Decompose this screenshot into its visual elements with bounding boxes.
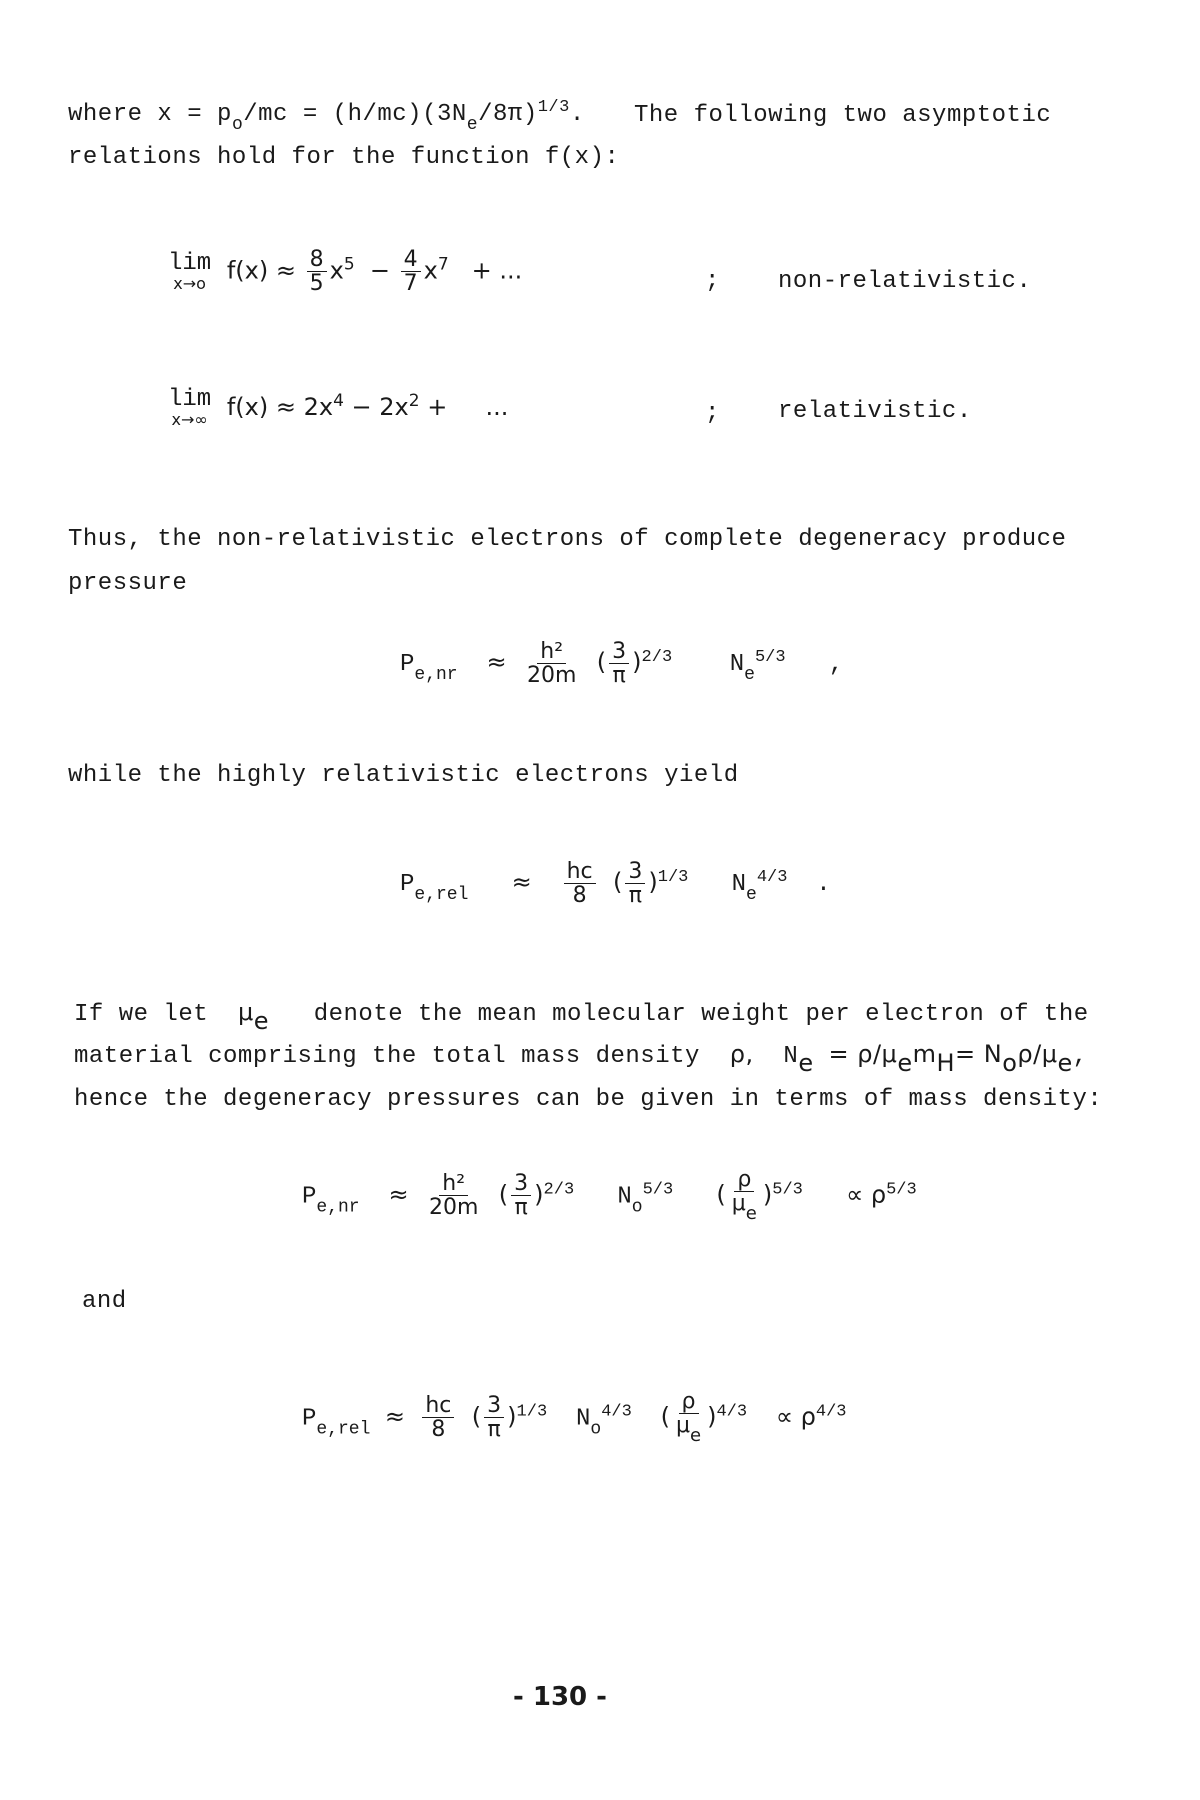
fraction xyxy=(484,1394,504,1441)
subscript: e,nr xyxy=(316,1197,360,1218)
subscript: H xyxy=(936,1049,956,1077)
superscript: 5/3 xyxy=(772,1180,803,1200)
pressure-symbol: P xyxy=(400,650,415,678)
superscript: 4/3 xyxy=(601,1402,632,1422)
equation-pressure-relativistic-density: $P_{e,rel}$ ≈ $\frac{hc}{8}$ ( $\frac{3}{\pi}$ )$^{1/3}$ $N_o^{4/3}$ ( $\frac{\rho}{\mu_e}$ )$^{4/3} \propto \rho^{4/3}$ xyxy=(302,1389,847,1447)
superscript: 2/3 xyxy=(543,1180,575,1200)
superscript: 1/3 xyxy=(516,1402,548,1422)
fraction-numerator: 3 xyxy=(625,860,645,884)
fraction-denominator: 20m xyxy=(428,1195,479,1221)
number-density-symbol: N xyxy=(731,870,746,898)
lim-subscript: x→o xyxy=(173,273,206,293)
number-density-symbol: N xyxy=(617,1183,632,1211)
fraction-numerator: ρ xyxy=(734,1168,754,1192)
equation-pressure-nonrelativistic: $P_{e,nr}$ ≈ $\frac{\text{h²}}{20m}$ ( $\frac{3}{\pi}$ )$^{2/3}$ $N_e^{5/3}$ , xyxy=(400,639,844,689)
fraction-denominator: 7 xyxy=(403,271,418,297)
subscript: e xyxy=(466,115,479,135)
superscript: 1/3 xyxy=(537,98,570,117)
lim-word: lim xyxy=(168,386,212,413)
subscript: e,rel xyxy=(414,884,469,905)
superscript: 1/3 xyxy=(657,867,689,887)
fraction xyxy=(729,1168,760,1224)
text-fragment: denote the mean molecular weight per electron of the xyxy=(313,1001,1089,1028)
mass-symbol: m xyxy=(912,1040,937,1068)
text-line: while the highly relativistic electrons yield xyxy=(68,762,739,789)
subscript: e xyxy=(689,1425,702,1447)
text-fragment: If we let xyxy=(74,1001,209,1028)
fraction-denominator: 8 xyxy=(572,883,587,909)
fraction-numerator: 3 xyxy=(511,1172,531,1196)
term: x xyxy=(423,256,438,285)
equation-pressure-relativistic: $P_{e,rel}$ ≈ $\frac{hc}{8}$ ( $\frac{3}{\pi}$ )$^{1/3}$ $N_e^{4/3}$ . xyxy=(400,859,831,909)
number-density-symbol: N xyxy=(729,650,745,678)
superscript: 5/3 xyxy=(886,1180,917,1200)
fraction xyxy=(307,248,327,295)
proportional-term: ∝ ρ xyxy=(775,1402,816,1431)
fraction-denominator: π xyxy=(514,1195,528,1221)
text-line: Thus, the non-relativistic electrons of complete degeneracy produce xyxy=(68,526,1067,553)
fraction xyxy=(625,860,645,907)
subscript: e xyxy=(897,1049,913,1077)
text-fragment: material comprising the total mass density xyxy=(74,1043,700,1070)
superscript: 4/3 xyxy=(756,867,788,887)
text-line: and xyxy=(82,1288,127,1315)
fraction-denominator: 5 xyxy=(309,271,324,297)
subscript: e xyxy=(745,1203,757,1225)
equation-fragment: ρ/μ xyxy=(1017,1040,1058,1068)
fraction xyxy=(524,640,579,687)
text-line: relations hold for the function f(x): xyxy=(68,144,620,171)
term: x xyxy=(329,256,344,285)
equation-relativistic-limit xyxy=(168,388,508,428)
limit-operator xyxy=(168,249,212,293)
lim-subscript: x→∞ xyxy=(171,410,208,429)
equation-tail: + ... xyxy=(471,256,523,285)
superscript: 7 xyxy=(437,254,449,275)
superscript: 4/3 xyxy=(815,1402,847,1422)
text-fragment: /mc = (h/mc)(3N xyxy=(243,101,467,128)
fraction-denominator: π xyxy=(487,1417,501,1443)
semicolon: ; xyxy=(705,268,720,295)
fraction-numerator: ρ xyxy=(679,1390,699,1414)
limit-operator xyxy=(168,388,211,428)
fraction-numerator: 4 xyxy=(401,248,421,272)
text-fragment: . xyxy=(569,101,585,128)
fraction-numerator: 3 xyxy=(609,640,629,664)
subscript: e,nr xyxy=(414,664,458,685)
equation-label: relativistic. xyxy=(778,398,972,425)
number-density-symbol: N xyxy=(575,1405,591,1433)
pressure-symbol: P xyxy=(400,870,415,898)
pressure-symbol: P xyxy=(302,1405,317,1433)
mu-symbol: μ xyxy=(237,998,254,1026)
text-line: pressure xyxy=(68,570,188,597)
proportional-term: ∝ ρ xyxy=(846,1180,887,1209)
fraction xyxy=(564,860,596,907)
approx-sign: ≈ xyxy=(511,867,532,896)
text-line xyxy=(74,998,1089,1035)
subscript: o xyxy=(631,1197,643,1218)
equation-label: non-relativistic. xyxy=(778,268,1032,295)
mu-symbol: μ xyxy=(731,1191,746,1217)
fraction-denominator: π xyxy=(628,883,643,909)
mu-symbol: μ xyxy=(675,1413,690,1439)
subscript: e xyxy=(798,1049,814,1077)
equation-term: − 2x xyxy=(343,393,409,421)
fraction-denominator: 8 xyxy=(431,1417,446,1443)
punctuation: , xyxy=(828,650,844,678)
operator: + xyxy=(419,393,448,421)
text-fragment: /8π) xyxy=(478,101,538,128)
equation-fragment: = ρ/μ xyxy=(828,1040,898,1068)
text-fragment: where x = p xyxy=(68,101,232,128)
rho-symbol: ρ, xyxy=(729,1040,754,1068)
subscript: e,rel xyxy=(316,1419,371,1440)
page-number: - 130 - xyxy=(513,1682,607,1712)
subscript: e xyxy=(744,664,755,685)
fraction-numerator: hc xyxy=(422,1394,454,1418)
superscript: 4 xyxy=(333,391,344,411)
subscript: e xyxy=(253,1007,269,1035)
punctuation: , xyxy=(1072,1043,1088,1070)
superscript: 5 xyxy=(343,254,355,275)
fraction-denominator: π xyxy=(612,663,626,689)
fraction xyxy=(422,1394,454,1441)
fraction xyxy=(609,640,629,687)
lim-word: lim xyxy=(168,249,212,277)
fraction-numerator: h² xyxy=(439,1172,468,1196)
pressure-symbol: P xyxy=(302,1183,317,1211)
operator: − xyxy=(369,256,391,285)
subscript: o xyxy=(1002,1049,1018,1077)
text-line xyxy=(74,1040,1088,1077)
superscript: 2/3 xyxy=(641,647,673,667)
subscript: e xyxy=(746,884,757,905)
text-line: hence the degeneracy pressures can be given in terms of mass density: xyxy=(74,1086,1103,1113)
fraction-denominator xyxy=(729,1192,760,1224)
number-density-symbol: N xyxy=(783,1043,799,1070)
subscript: e xyxy=(1057,1049,1073,1077)
fraction-numerator: h² xyxy=(537,640,566,664)
fraction xyxy=(511,1172,531,1219)
text-line xyxy=(68,98,585,135)
superscript: 5/3 xyxy=(754,647,786,667)
fraction xyxy=(673,1390,704,1446)
equation-fragment: = N xyxy=(955,1040,1003,1068)
fraction-denominator: 20m xyxy=(526,663,577,689)
fraction xyxy=(401,248,421,295)
superscript: 2 xyxy=(408,391,420,411)
superscript: 4/3 xyxy=(716,1402,748,1422)
ellipsis: ... xyxy=(485,393,509,421)
punctuation: . xyxy=(816,870,831,898)
approx-sign: ≈ xyxy=(388,1180,409,1209)
approx-sign: ≈ xyxy=(486,647,507,676)
superscript: 5/3 xyxy=(642,1180,674,1200)
equation-lhs: f(x) ≈ xyxy=(226,256,296,285)
text-line: The following two asymptotic xyxy=(634,102,1052,129)
subscript: o xyxy=(590,1419,602,1440)
semicolon: ; xyxy=(705,400,720,427)
approx-sign: ≈ xyxy=(384,1402,405,1431)
equation-lhs: f(x) ≈ 2x xyxy=(226,393,334,421)
fraction-numerator: 3 xyxy=(484,1394,504,1418)
equation-pressure-nonrelativistic-density: $P_{e,nr}$ ≈ $\frac{\text{h²}}{20m}$ ( $\frac{3}{\pi}$ )$^{2/3}$ $N_o^{5/3}$ ( $\frac{\rho}{\mu_e}$ )$^{5/3}$ ∝ $\rho^{5/3}$ xyxy=(302,1167,917,1225)
fraction-numerator: hc xyxy=(564,860,596,884)
fraction-numerator: 8 xyxy=(307,248,327,272)
fraction-denominator xyxy=(673,1414,704,1446)
fraction xyxy=(426,1172,481,1219)
equation-nonrelativistic-limit xyxy=(168,248,522,295)
subscript: o xyxy=(231,115,244,135)
